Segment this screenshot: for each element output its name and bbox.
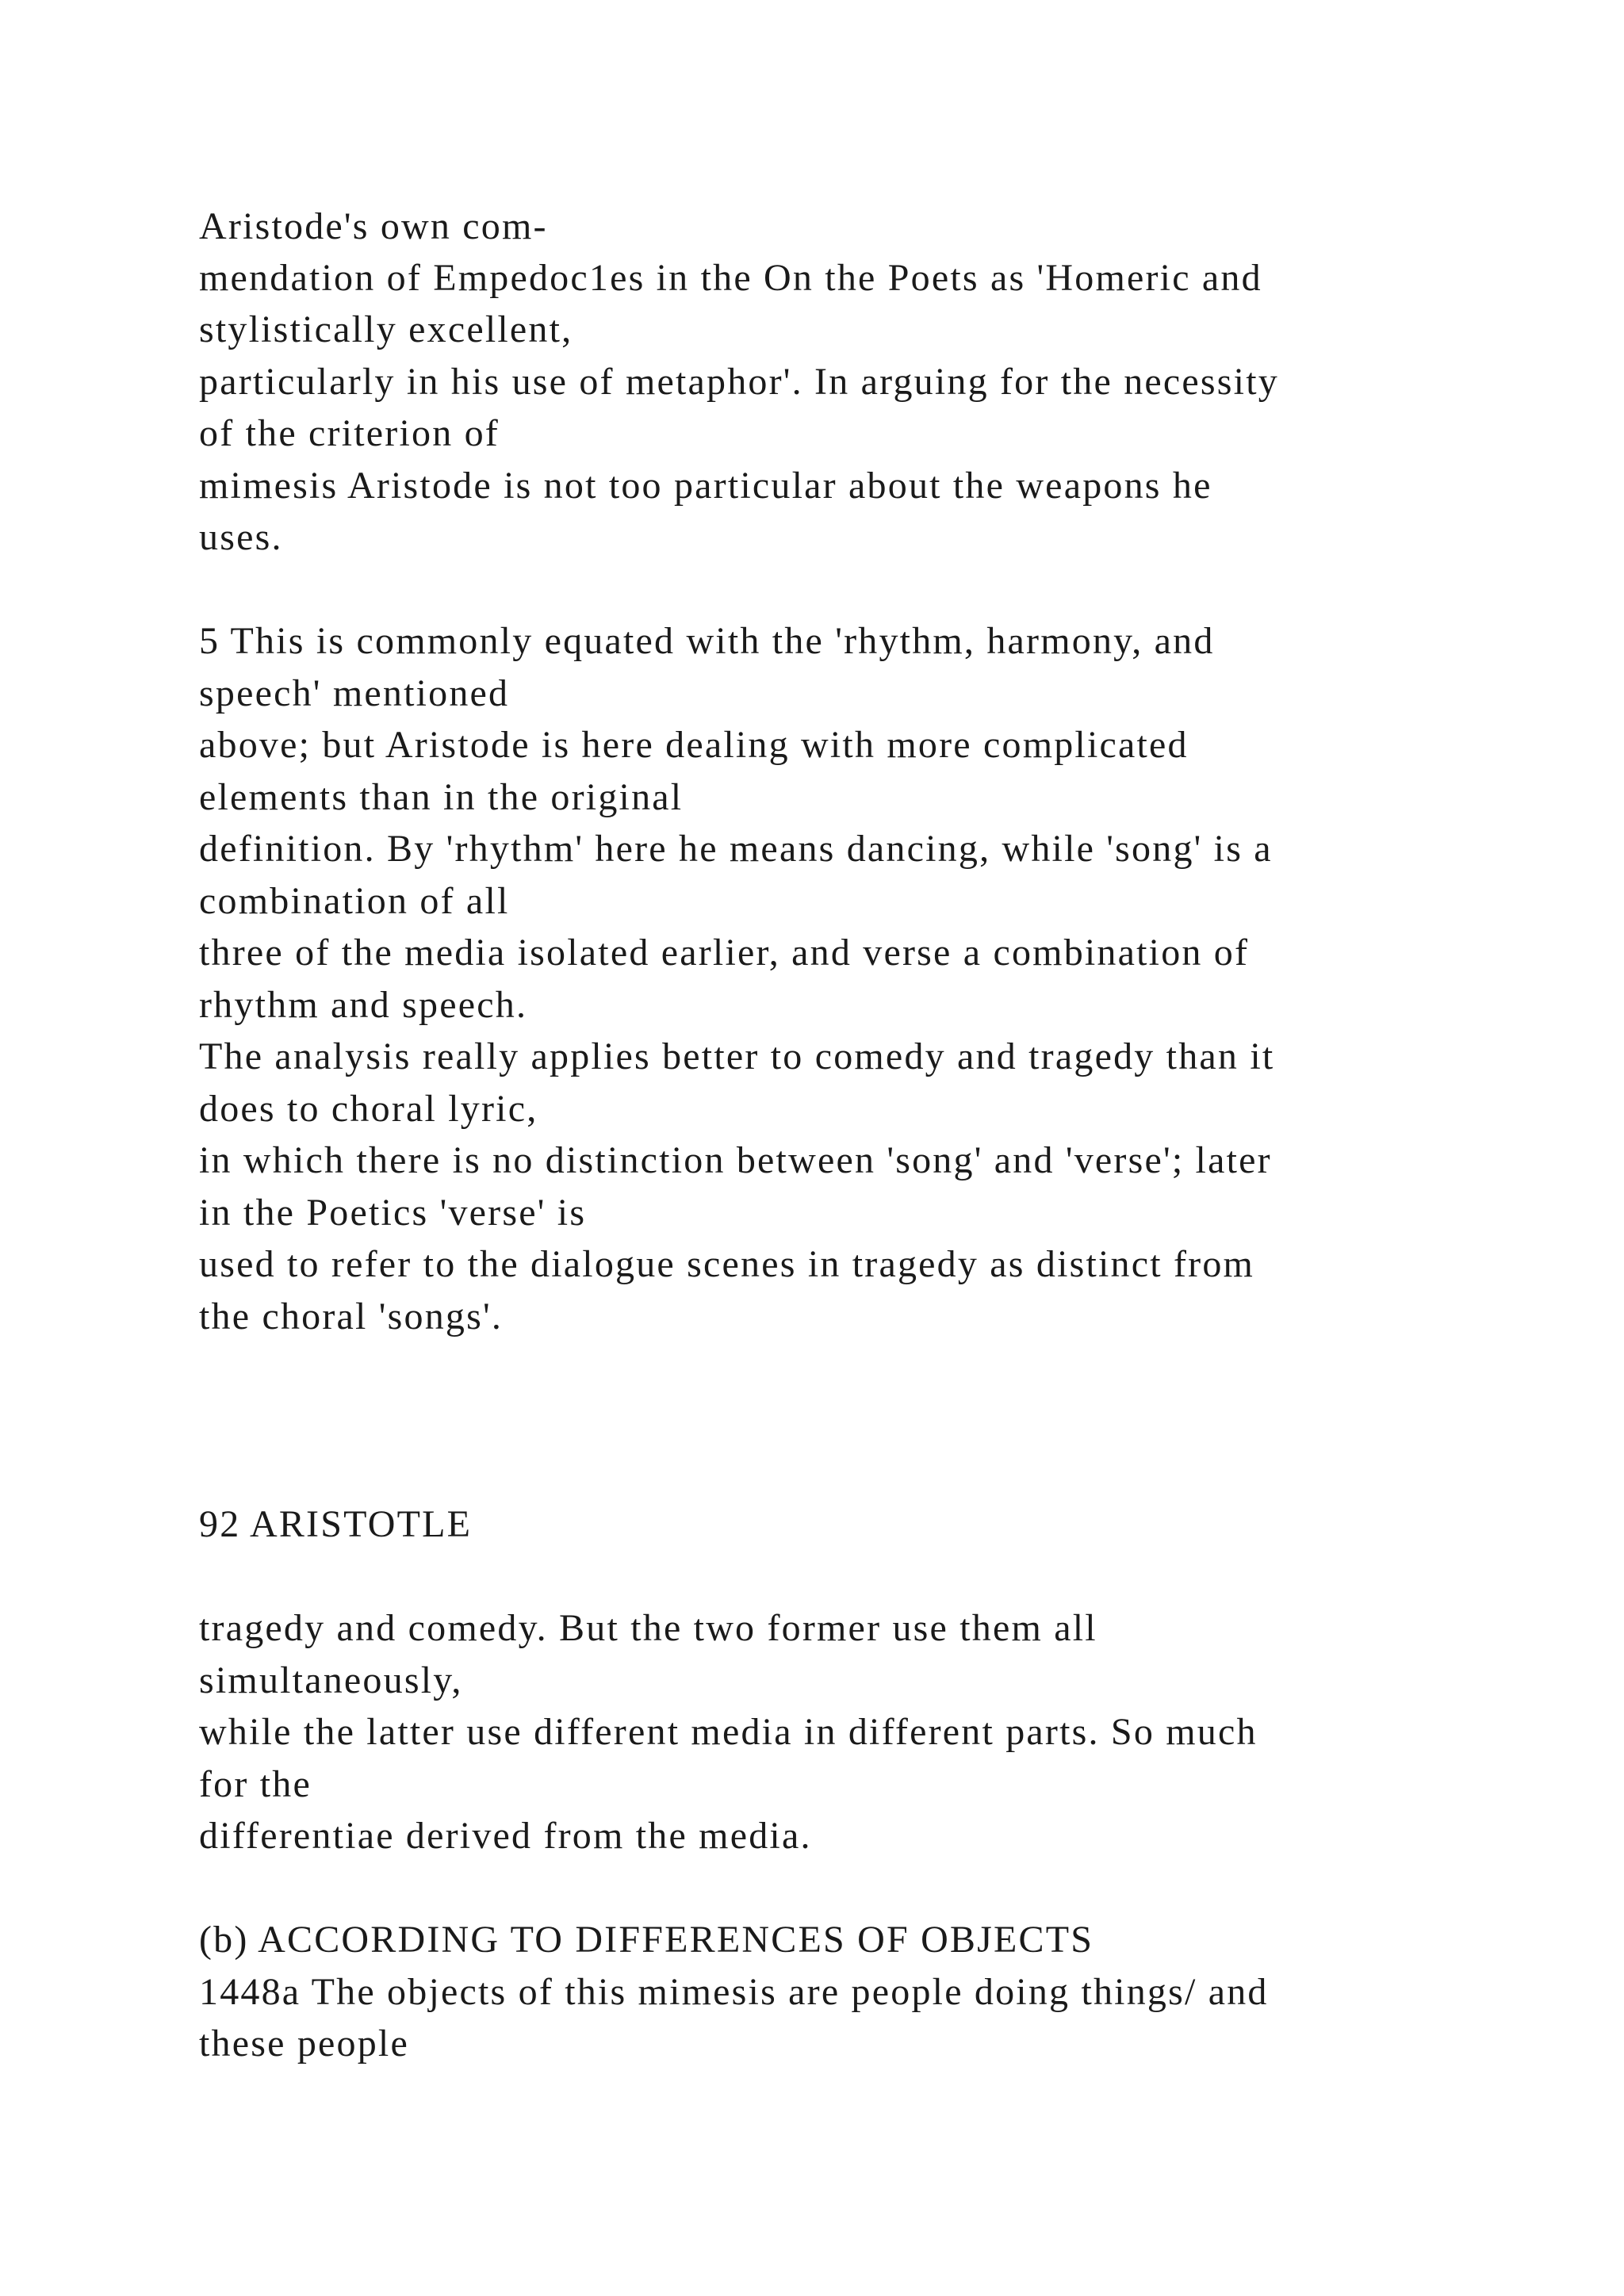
text-line: Aristode's own com- bbox=[199, 205, 548, 247]
text-line: differentiae derived from the media. bbox=[199, 1815, 812, 1857]
text-line: for the bbox=[199, 1763, 312, 1805]
running-header: 92 ARISTOTLE bbox=[199, 1503, 473, 1545]
footnote-line: used to refer to the dialogue scenes in tragedy as distinct from bbox=[199, 1243, 1255, 1285]
footnote-line: speech' mentioned bbox=[199, 672, 510, 714]
text-line: stylistically excellent, bbox=[199, 308, 573, 350]
text-line: tragedy and comedy. But the two former use them all bbox=[199, 1607, 1097, 1649]
footnote-line: definition. By 'rhythm' here he means dancing, while 'song' is a bbox=[199, 828, 1273, 870]
footnote-line: elements than in the original bbox=[199, 776, 684, 818]
text-line: particularly in his use of metaphor'. In arguing for the necessity bbox=[199, 361, 1279, 403]
section-heading: (b) ACCORDING TO DIFFERENCES OF OBJECTS bbox=[199, 1919, 1094, 1961]
footnote-line: The analysis really applies better to comedy and tragedy than it bbox=[199, 1035, 1275, 1077]
footnote-line: above; but Aristode is here dealing with more complicated bbox=[199, 724, 1189, 766]
footnote-line: the choral 'songs'. bbox=[199, 1295, 504, 1337]
text-line: simultaneously, bbox=[199, 1659, 463, 1701]
text-line: these people bbox=[199, 2022, 409, 2064]
text-line: mendation of Empedoc1es in the On the Poets as 'Homeric and bbox=[199, 257, 1262, 299]
text-line: while the latter use different media in different parts. So much bbox=[199, 1711, 1258, 1753]
footnote-line: rhythm and speech. bbox=[199, 984, 528, 1026]
text-line: mimesis Aristode is not too particular about the weapons he bbox=[199, 465, 1212, 507]
footnote-line: combination of all bbox=[199, 880, 510, 922]
text-line: of the criterion of bbox=[199, 412, 500, 454]
footnote-line: does to choral lyric, bbox=[199, 1088, 538, 1130]
footnote-line: three of the media isolated earlier, and verse a combination of bbox=[199, 932, 1250, 974]
footnote-line: in which there is no distinction between 'song' and 'verse'; later bbox=[199, 1139, 1272, 1181]
text-line: 1448a The objects of this mimesis are people doing things/ and bbox=[199, 1971, 1269, 2013]
footnote-line: 5 This is commonly equated with the 'rhythm, harmony, and bbox=[199, 620, 1215, 662]
text-line: uses. bbox=[199, 516, 283, 558]
footnote-line: in the Poetics 'verse' is bbox=[199, 1192, 587, 1234]
